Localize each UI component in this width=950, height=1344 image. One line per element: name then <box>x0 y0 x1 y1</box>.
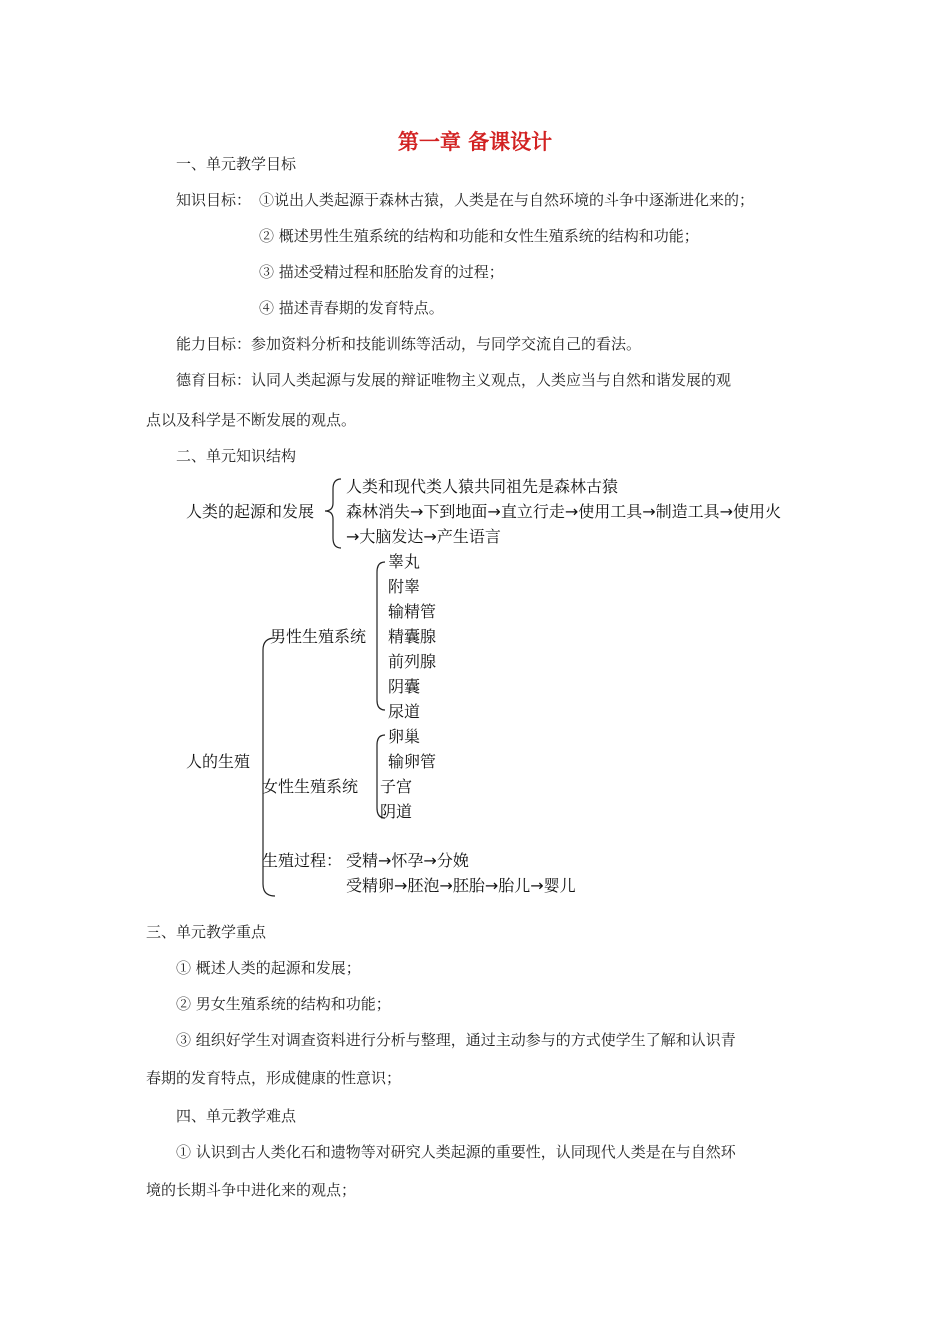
key-point-item: ② 男女生殖系统的结构和功能； <box>176 995 391 1013</box>
knowledge-goal-label: 知识目标： <box>176 191 252 209</box>
male-system-label: 男性生殖系统 <box>270 627 367 646</box>
page-title: 第一章 备课设计 <box>397 130 553 154</box>
difficulty-item: ① 认识到古人类化石和遗物等对研究人类起源的重要性，认同现代人类是在与自然环 <box>176 1143 736 1161</box>
process-line2: 受精卵→胚泡→胚胎→胎儿→婴儿 <box>346 876 576 895</box>
origin-item: →大脑发达→产生语言 <box>346 527 501 546</box>
male-item: 睾丸 <box>388 552 421 571</box>
male-item: 阴囊 <box>388 677 421 696</box>
key-point-item: ③ 组织好学生对调查资料进行分析与整理，通过主动参与的方式使学生了解和认识青 <box>176 1031 736 1049</box>
female-item: 子宫 <box>380 777 413 796</box>
female-item: 卵巢 <box>388 727 421 746</box>
process-label: 生殖过程： <box>262 851 343 870</box>
moral-goal-line1: 德育目标：认同人类起源与发展的辩证唯物主义观点，人类应当与自然和谐发展的观 <box>176 371 732 389</box>
male-bracket <box>377 562 385 710</box>
repro-root-label: 人的生殖 <box>186 752 251 771</box>
origin-item: 森林消失→下到地面→直立行走→使用工具→制造工具→使用火 <box>346 502 782 521</box>
section4-heading: 四、单元教学难点 <box>176 1107 297 1125</box>
ability-goal: 能力目标：参加资料分析和技能训练等活动，与同学交流自己的看法。 <box>176 335 642 353</box>
female-system-label: 女性生殖系统 <box>262 777 359 796</box>
male-item: 输精管 <box>388 602 437 621</box>
section3-heading: 三、单元教学重点 <box>146 923 267 941</box>
male-item: 尿道 <box>388 702 421 721</box>
moral-goal-line2: 点以及科学是不断发展的观点。 <box>146 411 357 429</box>
knowledge-goal-item: ③ 描述受精过程和胚胎发育的过程； <box>259 263 504 281</box>
key-point-item: ① 概述人类的起源和发展； <box>176 959 361 977</box>
section2-heading: 二、单元知识结构 <box>176 447 297 465</box>
key-point-item-continued: 春期的发育特点，形成健康的性意识； <box>146 1069 402 1087</box>
origin-brace <box>325 479 341 548</box>
female-item: 阴道 <box>380 802 413 821</box>
female-item: 输卵管 <box>388 752 437 771</box>
knowledge-goal-item: ①说出人类起源于森林古猿，人类是在与自然环境的斗争中逐渐进化来的； <box>259 191 755 209</box>
knowledge-goal-item: ② 概述男性生殖系统的结构和功能和女性生殖系统的结构和功能； <box>259 227 699 245</box>
origin-root-label: 人类的起源和发展 <box>186 502 315 521</box>
process-line1: 受精→怀孕→分娩 <box>346 851 469 870</box>
section1-heading: 一、单元教学目标 <box>176 155 297 173</box>
knowledge-goal-item: ④ 描述青春期的发育特点。 <box>259 299 444 317</box>
male-item: 前列腺 <box>388 652 437 671</box>
male-item: 精囊腺 <box>388 627 437 646</box>
difficulty-item-continued: 境的长期斗争中进化来的观点； <box>146 1181 357 1199</box>
origin-item: 人类和现代类人猿共同祖先是森林古猿 <box>346 477 619 496</box>
male-item: 附睾 <box>388 577 421 596</box>
